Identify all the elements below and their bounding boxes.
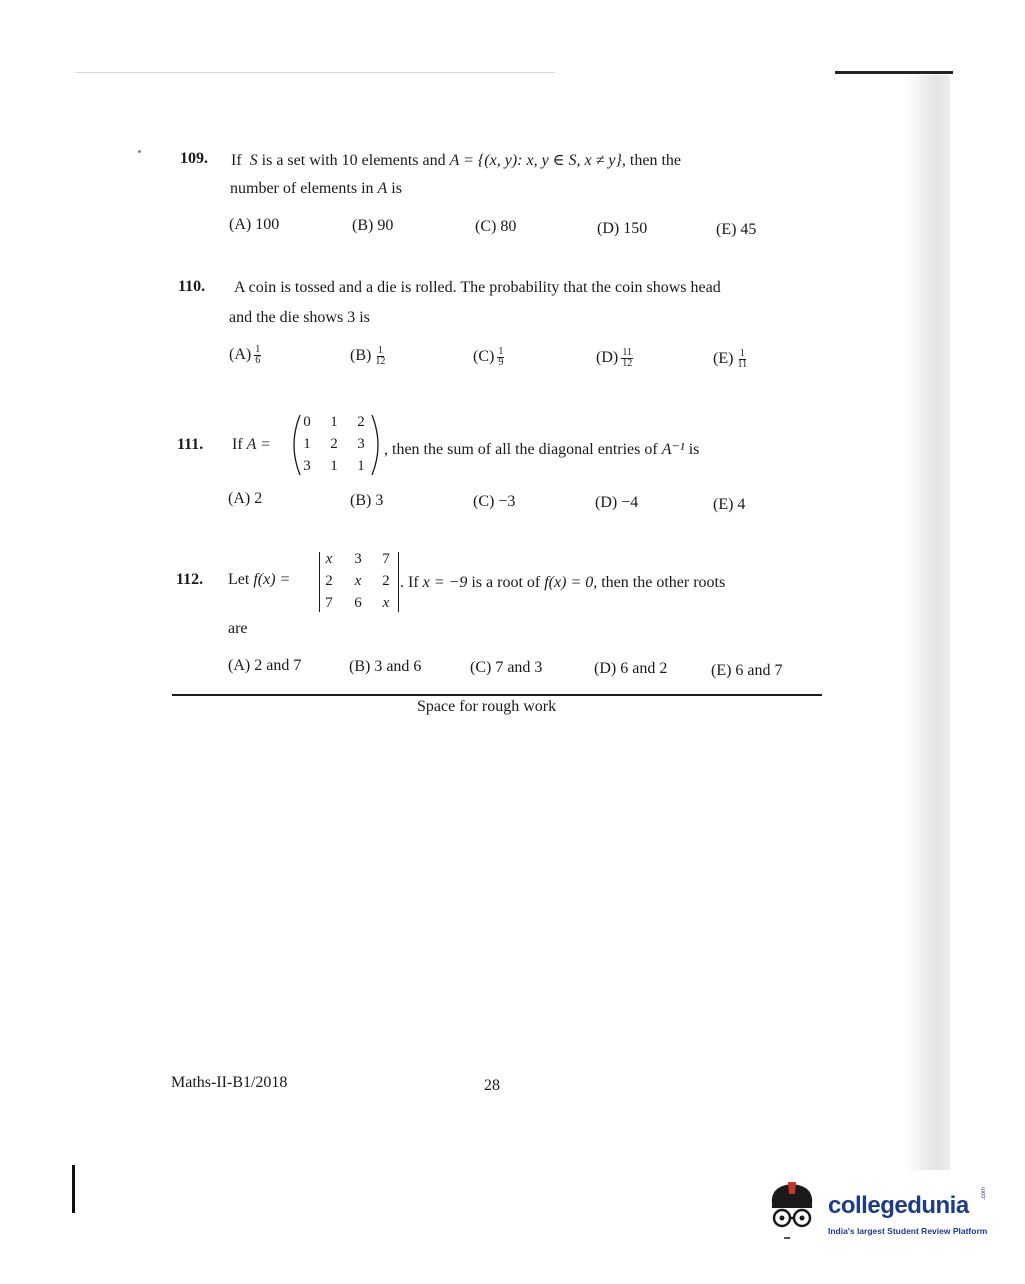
matrix-cell: 1 — [357, 458, 365, 474]
determinant-cell: x — [325, 551, 333, 567]
option-b: (B) 3 — [350, 492, 384, 509]
fraction — [254, 345, 261, 366]
text-run: If — [232, 436, 243, 453]
determinant-cell: 3 — [354, 551, 362, 567]
text-run: . If — [400, 574, 419, 591]
option-label: (A) — [229, 346, 252, 364]
numerator: 1 — [739, 348, 745, 359]
mascot-icon — [766, 1180, 824, 1248]
matrix-cell: 2 — [357, 414, 365, 430]
math-expression: x = −9 — [422, 574, 468, 591]
matrix-cell: 3 — [357, 436, 365, 452]
option-a — [229, 345, 261, 366]
option-d: (D) 6 and 2 — [594, 660, 668, 677]
determinant-cell: 2 — [382, 573, 390, 589]
question-suffix — [384, 439, 699, 459]
option-e: (E) 4 — [713, 496, 746, 513]
determinant-bar-left — [319, 552, 320, 612]
brand-tld: .com — [981, 1186, 987, 1200]
question-number: 112. — [176, 571, 204, 588]
option-d: (D) 150 — [597, 220, 648, 237]
option-d: (D) −4 — [595, 494, 639, 511]
denominator: 6 — [255, 355, 261, 366]
question-suffix — [400, 574, 725, 592]
text-run: is a root of — [471, 574, 541, 591]
page-edge-left — [72, 1165, 75, 1213]
text-run: then the other roots — [601, 574, 726, 591]
determinant-cell: x — [382, 595, 390, 611]
question-text — [231, 150, 681, 170]
text-run: If — [231, 152, 242, 169]
math-expression: f(x) = — [253, 571, 291, 588]
matrix-cell: 1 — [330, 414, 338, 430]
fraction — [736, 349, 748, 370]
text-run: is — [688, 441, 700, 458]
scan-speck — [138, 150, 141, 153]
matrix-cell: 3 — [303, 458, 311, 474]
math-expression: A = {(x, y): x, y ∈ S, x ≠ y}, — [449, 152, 626, 169]
determinant-cell: 6 — [354, 595, 362, 611]
option-label: (D) — [596, 349, 619, 367]
math-expression: f(x) = 0, — [544, 574, 598, 591]
determinant-cell: 7 — [382, 551, 390, 567]
determinant-bar-right — [398, 552, 399, 612]
option-e: (E) 45 — [716, 221, 757, 238]
matrix-cell: 1 — [330, 458, 338, 474]
question-text: A coin is tossed and a die is rolled. The probability that the coin shows head — [234, 279, 721, 296]
question-number: 109. — [180, 150, 208, 167]
page-shadow — [905, 75, 950, 1170]
matrix-cell: 2 — [330, 436, 338, 452]
numerator: 11 — [622, 347, 633, 358]
page-edge-top — [75, 72, 555, 73]
text-run: is a set with 10 elements and — [261, 152, 446, 169]
text-run: Let — [228, 571, 250, 588]
fraction — [621, 348, 633, 369]
text-run: number of elements in — [230, 180, 374, 197]
option-b: (B) 3 and 6 — [349, 658, 422, 675]
collegedunia-logo — [766, 1180, 996, 1250]
math-expression: A⁻¹ — [661, 441, 685, 458]
brand-tagline: India's largest Student Review Platform — [828, 1226, 988, 1236]
determinant — [316, 549, 402, 615]
math-var: S — [249, 152, 258, 169]
matrix-cell: 0 — [303, 414, 311, 430]
denominator: 12 — [375, 356, 386, 367]
question-number: 110. — [178, 278, 206, 295]
determinant-cell: x — [354, 573, 362, 589]
numerator: 1 — [498, 346, 504, 357]
text-run: then the — [629, 152, 682, 169]
question-number: 111. — [177, 436, 204, 453]
math-var: A — [377, 180, 388, 197]
option-a: (A) 2 and 7 — [228, 657, 302, 674]
option-d — [596, 348, 633, 369]
option-b: (B) 90 — [352, 217, 394, 234]
option-label: (E) — [713, 350, 734, 368]
rough-work-heading: Space for rough work — [417, 698, 557, 715]
denominator: 12 — [622, 358, 633, 369]
denominator: 11 — [737, 359, 748, 370]
option-c: (C) 80 — [475, 218, 517, 235]
question-text-line2 — [230, 180, 402, 198]
math-var: A = — [246, 436, 271, 453]
paper-code: Maths-II-B1/2018 — [171, 1074, 288, 1091]
brand-name: collegedunia — [828, 1192, 969, 1219]
question-text-line2: are — [228, 620, 248, 637]
question-prefix — [228, 571, 290, 589]
page-number: 28 — [484, 1077, 500, 1094]
denominator: 9 — [498, 357, 504, 368]
option-c: (C) −3 — [473, 493, 516, 510]
option-e — [713, 349, 748, 370]
option-c: (C) 7 and 3 — [470, 659, 543, 676]
text-run: , then the sum of all the diagonal entries of — [384, 441, 658, 458]
matrix-cell: 1 — [303, 436, 311, 452]
option-a: (A) 2 — [228, 490, 263, 507]
option-label: (C) — [473, 348, 495, 366]
option-c — [473, 347, 504, 368]
fraction — [374, 346, 386, 367]
determinant-cell: 7 — [325, 595, 333, 611]
numerator: 1 — [255, 344, 261, 355]
text-run: is — [391, 180, 402, 197]
option-b — [350, 346, 386, 367]
determinant-cell: 2 — [325, 573, 333, 589]
matrix-a — [288, 412, 386, 478]
numerator: 1 — [377, 345, 383, 356]
option-label: (B) — [350, 347, 372, 365]
section-divider — [172, 694, 822, 696]
option-e: (E) 6 and 7 — [711, 662, 783, 679]
fraction — [497, 347, 504, 368]
question-text-line2: and the die shows 3 is — [229, 309, 370, 326]
page-edge-top-right — [835, 71, 953, 74]
question-prefix — [232, 436, 271, 454]
option-a: (A) 100 — [229, 216, 280, 233]
